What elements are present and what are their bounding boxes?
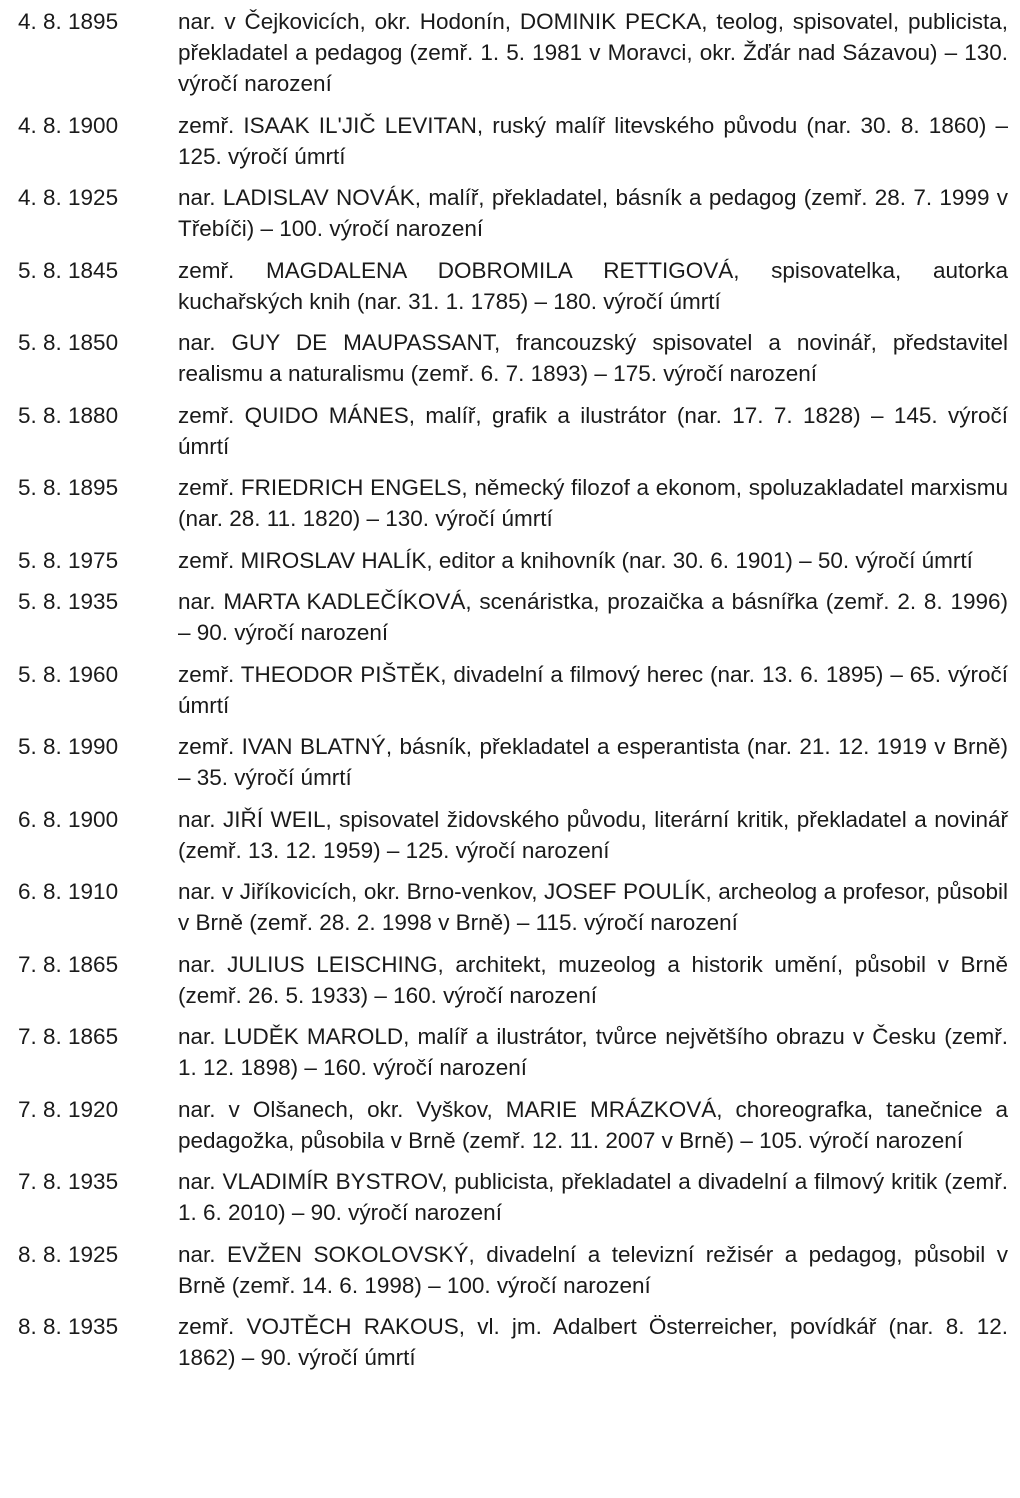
entry bbox=[18, 586, 1008, 648]
entry-text: nar. v Jiříkovicích, okr. Brno-venkov, JOSEF POULÍK, archeolog a profesor, působil v Brně (zemř. 28. 2. 1998 v Brně) – 115. výročí narození bbox=[178, 879, 1008, 935]
entry-text: zemř. IVAN BLATNÝ, básník, překladatel a esperantista (nar. 21. 12. 1919 v Brně) – 35. výročí úmrtí bbox=[178, 734, 1008, 790]
entry bbox=[18, 6, 1008, 99]
entry-text: zemř. MIROSLAV HALÍK, editor a knihovník (nar. 30. 6. 1901) – 50. výročí úmrtí bbox=[178, 547, 973, 573]
entry-date: 7. 8. 1865 bbox=[18, 1024, 119, 1049]
entry bbox=[18, 1166, 1008, 1228]
entry-text: nar. JIŘÍ WEIL, spisovatel židovského původu, literární kritik, překladatel a novinář (zemř. 13. 12. 1959) – 125. výročí narození bbox=[178, 806, 1008, 863]
entry bbox=[18, 1094, 1008, 1156]
entry bbox=[18, 327, 1008, 389]
entry-date: 5. 8. 1880 bbox=[18, 402, 119, 428]
entry-date: 7. 8. 1935 bbox=[18, 1169, 119, 1194]
entry-date: 6. 8. 1910 bbox=[18, 879, 119, 904]
entry-date: 7. 8. 1920 bbox=[18, 1096, 119, 1122]
entry-date: 5. 8. 1960 bbox=[18, 661, 119, 687]
entry-date: 6. 8. 1900 bbox=[18, 806, 119, 832]
entry-text: zemř. FRIEDRICH ENGELS, německý filozof a ekonom, spoluzakladatel marxismu (nar. 28. 11. 1820) – 130. výročí úmrtí bbox=[178, 475, 1008, 531]
entry-text: zemř. VOJTĚCH RAKOUS, vl. jm. Adalbert Österreicher, povídkář (nar. 8. 12. 1862) – 90. výročí úmrtí bbox=[178, 1314, 1008, 1370]
entry-date: 8. 8. 1935 bbox=[18, 1314, 119, 1339]
entry bbox=[18, 255, 1008, 317]
entry bbox=[18, 472, 1008, 534]
entry bbox=[18, 400, 1008, 462]
entry-text: nar. JULIUS LEISCHING, architekt, muzeolog a historik umění, působil v Brně (zemř. 26. 5. 1933) – 160. výročí narození bbox=[178, 951, 1008, 1008]
entry bbox=[18, 545, 1008, 576]
entry-text: nar. EVŽEN SOKOLOVSKÝ, divadelní a televizní režisér a pedagog, působil v Brně (zemř. 14. 6. 1998) – 100. výročí narození bbox=[178, 1241, 1008, 1298]
entry-date: 5. 8. 1895 bbox=[18, 475, 119, 500]
entry bbox=[18, 1311, 1008, 1373]
entry bbox=[18, 949, 1008, 1011]
entry-text: nar. VLADIMÍR BYSTROV, publicista, překladatel a divadelní a filmový kritik (zemř. 1. 6. 2010) – 90. výročí narození bbox=[178, 1169, 1008, 1225]
entry-date: 8. 8. 1925 bbox=[18, 1241, 119, 1267]
entry bbox=[18, 182, 1008, 244]
entry-date: 5. 8. 1850 bbox=[18, 330, 119, 355]
entry-text: nar. MARTA KADLEČÍKOVÁ, scenáristka, prozaička a básnířka (zemř. 2. 8. 1996) – 90. výročí narození bbox=[178, 589, 1008, 645]
entry bbox=[18, 876, 1008, 938]
entry-text: nar. v Čejkovicích, okr. Hodonín, DOMINIK PECKA, teolog, spisovatel, publicista, překladatel a pedagog (zemř. 1. 5. 1981 v Moravci, okr. Žďár nad Sázavou) – 130. výročí narození bbox=[178, 9, 1008, 96]
entry-text: nar. GUY DE MAUPASSANT, francouzský spisovatel a novinář, představitel realismu a naturalismu (zemř. 6. 7. 1893) – 175. výročí narození bbox=[178, 330, 1008, 386]
entry-date: 4. 8. 1900 bbox=[18, 112, 119, 138]
entry-date: 4. 8. 1925 bbox=[18, 185, 119, 210]
entry bbox=[18, 1021, 1008, 1083]
entry-text: zemř. THEODOR PIŠTĚK, divadelní a filmový herec (nar. 13. 6. 1895) – 65. výročí úmrtí bbox=[178, 661, 1008, 718]
entry-text: nar. LUDĚK MAROLD, malíř a ilustrátor, tvůrce největšího obrazu v Česku (zemř. 1. 12. 1898) – 160. výročí narození bbox=[178, 1024, 1008, 1080]
entry bbox=[18, 804, 1008, 866]
entry-text: nar. v Olšanech, okr. Vyškov, MARIE MRÁZKOVÁ, choreografka, tanečnice a pedagožka, působila v Brně (zemř. 12. 11. 2007 v Brně) – 105. výročí narození bbox=[178, 1096, 1008, 1153]
entry-date: 5. 8. 1935 bbox=[18, 589, 119, 614]
entry bbox=[18, 659, 1008, 721]
entry-text: zemř. MAGDALENA DOBROMILA RETTIGOVÁ, spisovatelka, autorka kuchařských knih (nar. 31. 1. 1785) – 180. výročí úmrtí bbox=[178, 257, 1008, 314]
entry-date: 5. 8. 1845 bbox=[18, 257, 119, 283]
entry-date: 7. 8. 1865 bbox=[18, 951, 119, 977]
entry-text: zemř. QUIDO MÁNES, malíř, grafik a ilustrátor (nar. 17. 7. 1828) – 145. výročí úmrtí bbox=[178, 402, 1008, 459]
entry-date: 4. 8. 1895 bbox=[18, 9, 119, 34]
entry bbox=[18, 1239, 1008, 1301]
entry bbox=[18, 731, 1008, 793]
entry-date: 5. 8. 1990 bbox=[18, 734, 119, 759]
entry-date: 5. 8. 1975 bbox=[18, 547, 119, 573]
entry-text: nar. LADISLAV NOVÁK, malíř, překladatel, básník a pedagog (zemř. 28. 7. 1999 v Třebíči) – 100. výročí narození bbox=[178, 185, 1008, 241]
entry bbox=[18, 110, 1008, 172]
entry-text: zemř. ISAAK IL'JIČ LEVITAN, ruský malíř litevského původu (nar. 30. 8. 1860) – 125. výročí úmrtí bbox=[178, 112, 1008, 169]
